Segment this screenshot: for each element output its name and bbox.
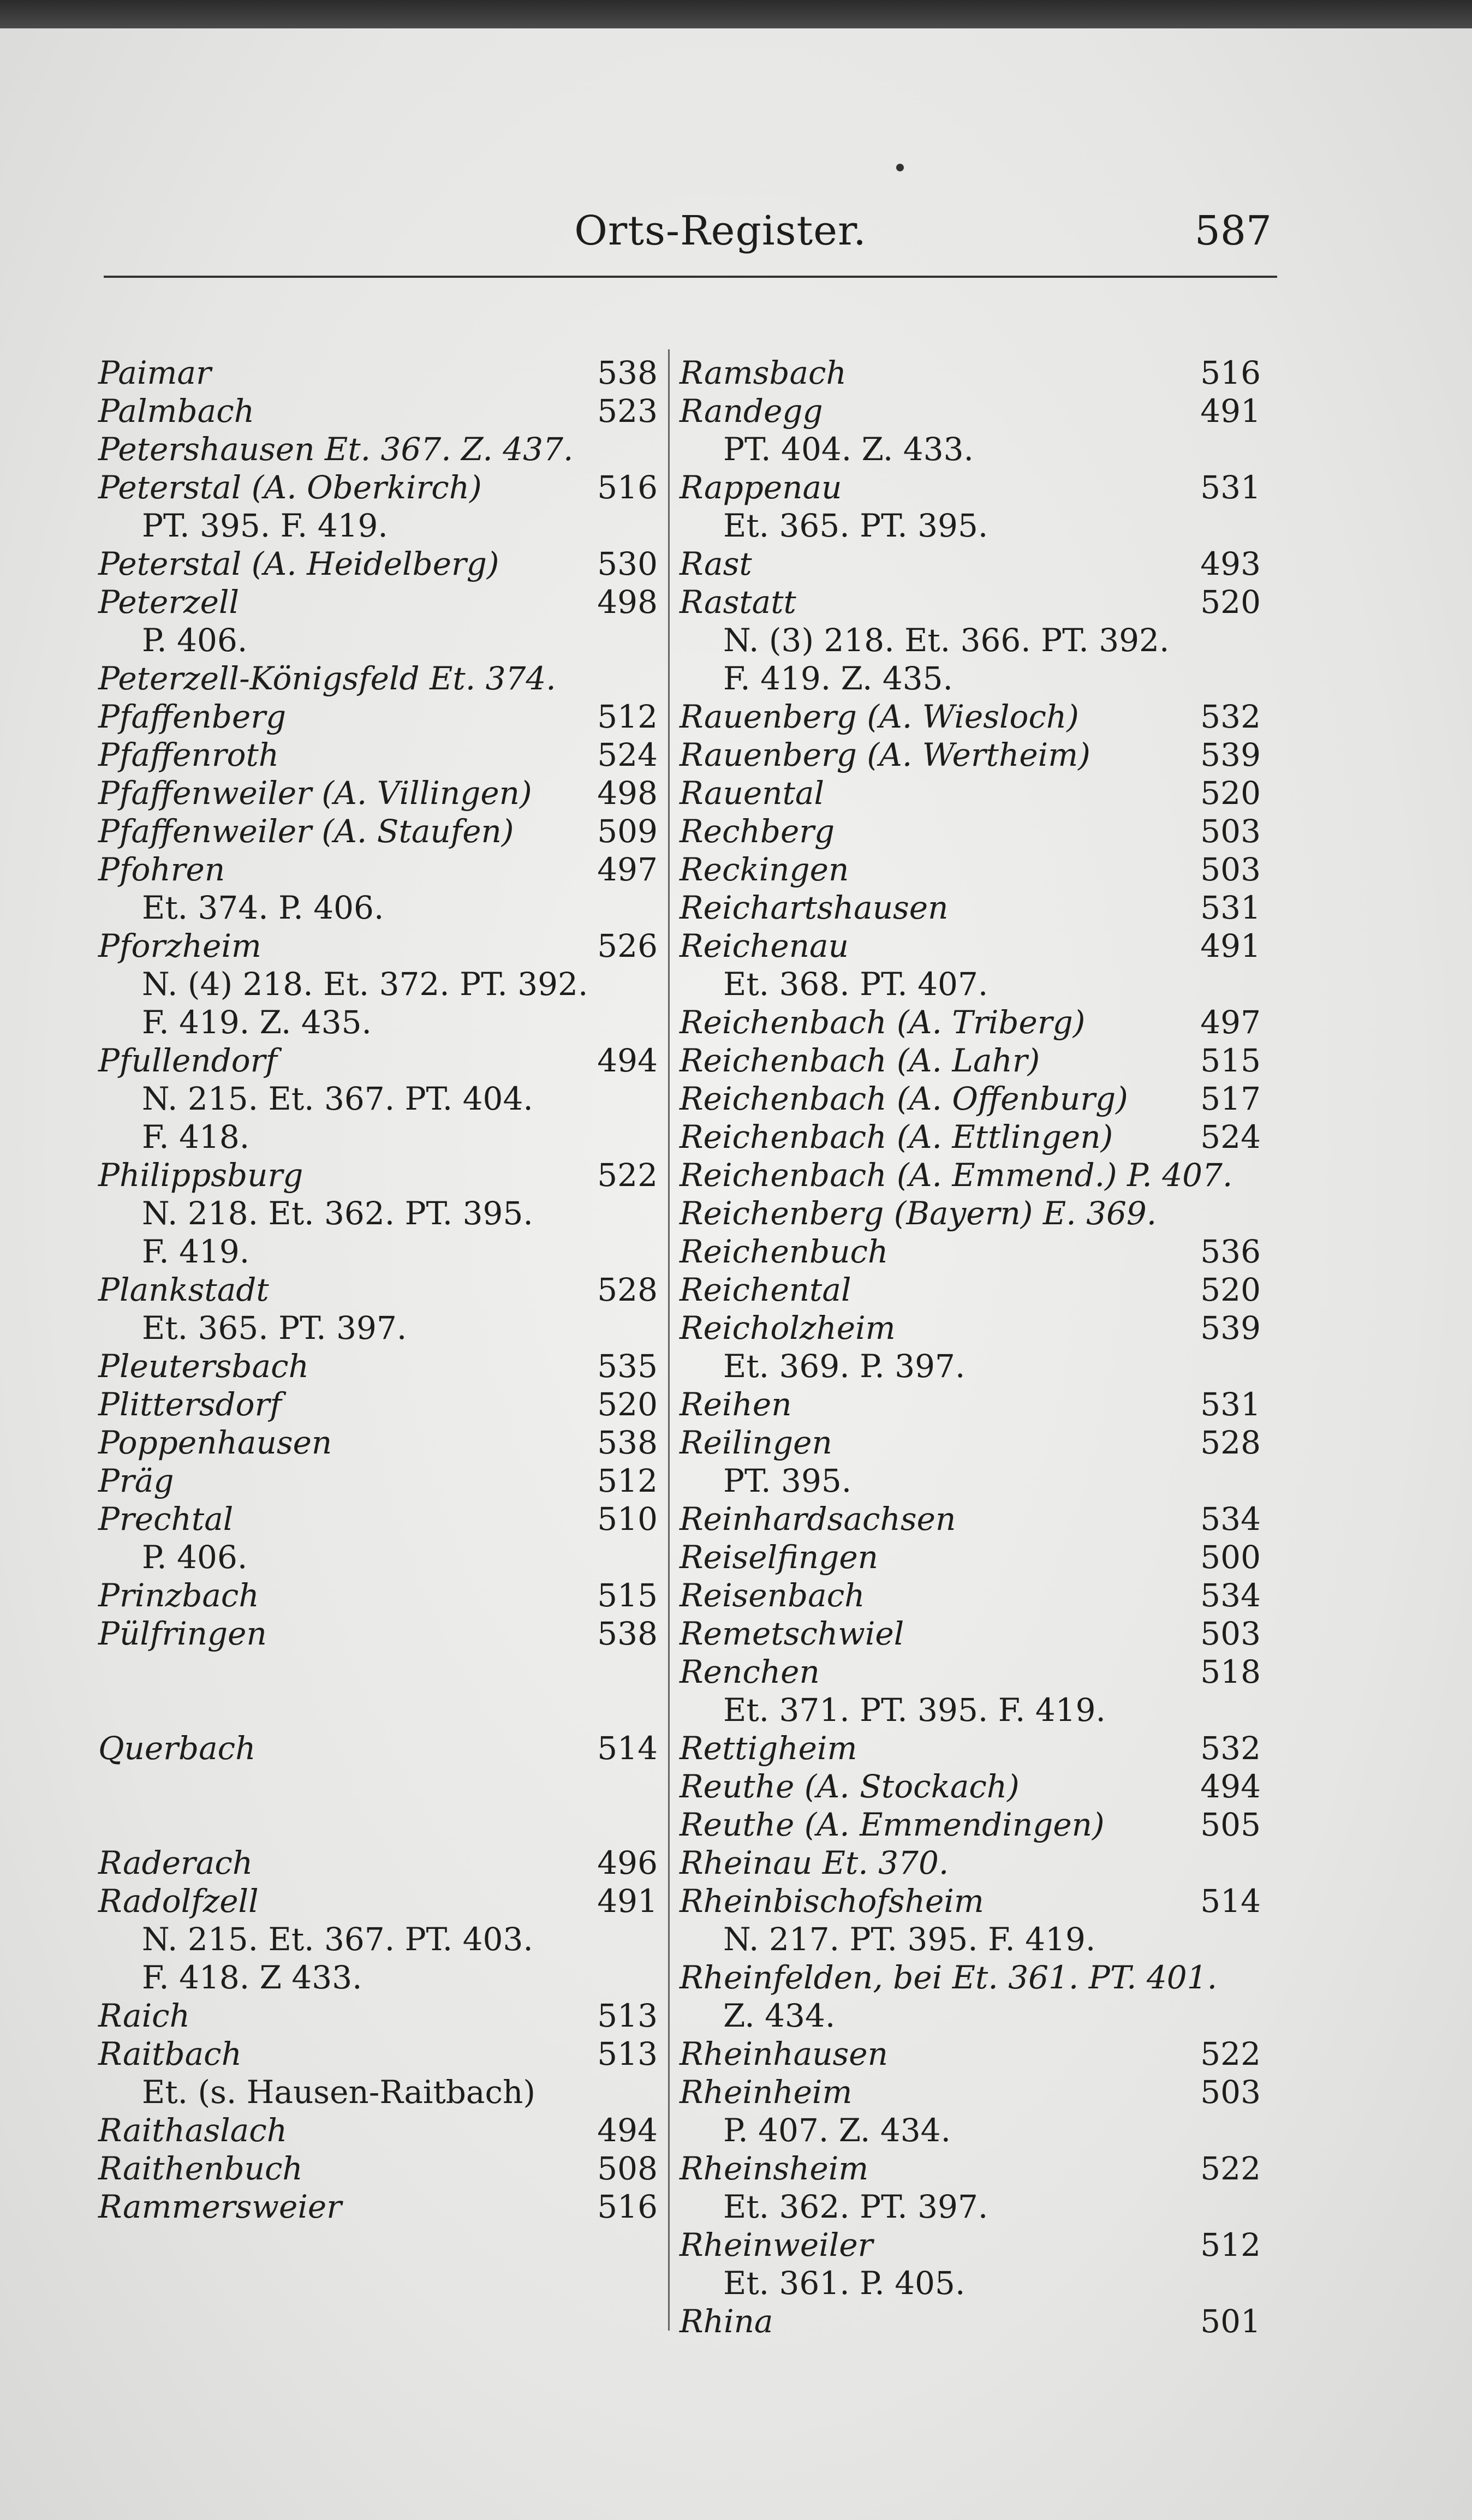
place-name: Raithaslach [98, 2112, 288, 2149]
index-entry [680, 1232, 1261, 1271]
index-entry-continuation [680, 621, 1261, 659]
place-name: Pfaffenroth [98, 736, 279, 773]
index-entry [98, 545, 658, 583]
place-name: Raithenbuch [98, 2150, 303, 2187]
page-reference: 539 [1200, 1309, 1261, 1347]
entry-details: P. 406. [142, 1539, 248, 1576]
entry-details: N. (3) 218. Et. 366. PT. 392. [723, 622, 1170, 659]
entry-details: PT. 395. F. 419. [142, 507, 388, 544]
index-entry [680, 2226, 1261, 2264]
page-reference: 513 [597, 2035, 658, 2072]
index-entry [680, 812, 1261, 850]
left-group-q [98, 1729, 658, 1767]
index-entry-continuation [98, 889, 658, 927]
place-name: Reichenbach (A. Lahr) [680, 1042, 1040, 1079]
index-entry [680, 2302, 1261, 2340]
index-entry [98, 1997, 658, 2035]
index-entry [98, 1462, 658, 1500]
index-entry-continuation [98, 1118, 658, 1156]
index-entry [98, 468, 658, 507]
entry-details: N. 218. Et. 362. PT. 395. [142, 1195, 533, 1232]
left-group-p [98, 354, 658, 1653]
page-reference: 491 [597, 1882, 658, 1920]
index-entry [680, 927, 1261, 965]
index-entry [680, 1385, 1261, 1423]
entry-details: N. 215. Et. 367. PT. 403. [142, 1921, 533, 1958]
page-reference: 503 [1200, 813, 1261, 850]
place-name: Querbach [98, 1730, 256, 1767]
index-entry [98, 354, 658, 392]
place-name: Paimar [98, 354, 211, 391]
index-entry [680, 1080, 1261, 1118]
place-name: Pülfringen [98, 1615, 267, 1652]
index-entry [98, 1844, 658, 1882]
index-entry [98, 2188, 658, 2226]
page-reference: 512 [597, 698, 658, 735]
index-entry [98, 1156, 658, 1194]
entry-details: F. 418. Z 433. [142, 1959, 362, 1996]
place-name: Reichental [680, 1271, 851, 1308]
index-entry-continuation [680, 1347, 1261, 1385]
place-name: Präg [98, 1462, 174, 1499]
entry-details: Et. 365. PT. 395. [723, 507, 988, 544]
index-entry [98, 812, 658, 850]
page-reference: 538 [597, 1424, 658, 1461]
page-reference: 535 [597, 1348, 658, 1385]
place-name: Rappenau [680, 469, 842, 506]
entry-details: PT. 395. [723, 1462, 852, 1499]
place-name: Reisenbach [680, 1577, 865, 1614]
entry-details: F. 419. Z. 435. [723, 660, 953, 697]
place-name: Pfaffenberg [98, 698, 287, 735]
page-reference: 531 [1200, 469, 1261, 506]
page-reference: 526 [597, 927, 658, 964]
entry-details: PT. 404. Z. 433. [723, 431, 974, 468]
entry-details: Et. 374. P. 406. [142, 889, 384, 926]
page-reference: 500 [1200, 1539, 1261, 1576]
place-name: Philippsburg [98, 1157, 303, 1194]
index-entry [680, 1041, 1261, 1080]
place-name: Peterzell-Königsfeld Et. 374. [98, 660, 556, 697]
index-entry [680, 1500, 1261, 1538]
page-reference: 522 [597, 1157, 658, 1194]
place-name: Raitbach [98, 2035, 242, 2072]
header-rule [104, 276, 1277, 278]
place-name: Rauenberg (A. Wiesloch) [680, 698, 1079, 735]
index-entry-continuation [98, 965, 658, 1003]
entry-details: Et. 368. PT. 407. [723, 966, 988, 1003]
index-entry [680, 1615, 1261, 1653]
page-reference: 510 [597, 1500, 658, 1538]
index-entry [98, 1271, 658, 1309]
left-column [98, 354, 658, 2226]
index-entry [680, 850, 1261, 889]
page-reference: 523 [597, 392, 658, 430]
index-entry [680, 392, 1261, 430]
index-entry-continuation [680, 430, 1261, 468]
place-name: Rheinhausen [680, 2035, 888, 2072]
place-name: Rechberg [680, 813, 835, 850]
index-entry [680, 1882, 1261, 1920]
index-entry [98, 430, 658, 468]
place-name: Reuthe (A. Emmendingen) [680, 1806, 1105, 1843]
page-reference: 512 [597, 1462, 658, 1499]
page-reference: 530 [597, 545, 658, 582]
place-name: Prinzbach [98, 1577, 259, 1614]
place-name: Petershausen Et. 367. Z. 437. [98, 431, 574, 468]
page-reference: 498 [597, 583, 658, 621]
page-reference: 515 [1200, 1042, 1261, 1079]
index-entry-continuation [680, 1920, 1261, 1958]
page-reference: 508 [597, 2150, 658, 2187]
index-entry [98, 1041, 658, 1080]
place-name: Reichenau [680, 927, 849, 964]
index-entry [680, 1194, 1261, 1232]
entry-details: Et. 369. P. 397. [723, 1348, 966, 1385]
index-entry [98, 774, 658, 812]
index-entry [98, 736, 658, 774]
place-name: Rammersweier [98, 2188, 342, 2225]
page-reference: 538 [597, 1615, 658, 1652]
page-reference: 501 [1200, 2303, 1261, 2340]
place-name: Reicholzheim [680, 1309, 896, 1347]
place-name: Reichenbuch [680, 1233, 889, 1270]
place-name: Pfohren [98, 851, 225, 888]
place-name: Reichenbach (A. Triberg) [680, 1004, 1086, 1041]
place-name: Reichartshausen [680, 889, 949, 926]
index-entry-continuation [98, 1920, 658, 1958]
page-reference: 514 [597, 1730, 658, 1767]
page-reference: 520 [1200, 775, 1261, 812]
page-reference: 491 [1200, 927, 1261, 964]
place-name: Rheinweiler [680, 2226, 873, 2263]
scan-top-edge [0, 0, 1472, 28]
place-name: Plittersdorf [98, 1386, 282, 1423]
page-reference: 531 [1200, 1386, 1261, 1423]
place-name: Rheinfelden, bei Et. 361. PT. 401. [680, 1959, 1218, 1996]
place-name: Rauenberg (A. Wertheim) [680, 736, 1090, 773]
place-name: Rast [680, 545, 752, 582]
entry-details: Et. 365. PT. 397. [142, 1309, 407, 1347]
page-reference: 534 [1200, 1577, 1261, 1614]
page-reference: 517 [1200, 1080, 1261, 1117]
index-entry-continuation [680, 1691, 1261, 1729]
place-name: Reichenbach (A. Emmend.) P. 407. [680, 1157, 1233, 1194]
place-name: Prechtal [98, 1500, 234, 1538]
page-reference: 522 [1200, 2035, 1261, 2072]
index-entry-continuation [680, 1462, 1261, 1500]
place-name: Reuthe (A. Stockach) [680, 1768, 1020, 1805]
entry-details: Et. 361. P. 405. [723, 2265, 966, 2302]
place-name: Pforzheim [98, 927, 261, 964]
entry-details: N. (4) 218. Et. 372. PT. 392. [142, 966, 588, 1003]
page-reference: 503 [1200, 2074, 1261, 2111]
page-reference: 493 [1200, 545, 1261, 582]
place-name: Reilingen [680, 1424, 832, 1461]
place-name: Reiselfingen [680, 1539, 879, 1576]
index-entry [680, 545, 1261, 583]
place-name: Reckingen [680, 851, 849, 888]
page-reference: 494 [1200, 1768, 1261, 1805]
place-name: Rheinbischofsheim [680, 1882, 984, 1920]
index-entry [680, 468, 1261, 507]
page-reference: 532 [1200, 698, 1261, 735]
page-title: Orts-Register. [574, 207, 867, 254]
index-entry-continuation [98, 1003, 658, 1041]
place-name: Radolfzell [98, 1882, 259, 1920]
place-name: Rheinau Et. 370. [680, 1844, 949, 1881]
place-name: Raich [98, 1997, 190, 2034]
index-entry [680, 698, 1261, 736]
place-name: Peterstal (A. Heidelberg) [98, 545, 499, 582]
page-reference: 518 [1200, 1653, 1261, 1690]
entry-details: N. 217. PT. 395. F. 419. [723, 1921, 1096, 1958]
place-name: Reinhardsachsen [680, 1500, 956, 1538]
index-entry [680, 1653, 1261, 1691]
page-reference: 513 [597, 1997, 658, 2034]
index-entry-continuation [680, 507, 1261, 545]
place-name: Rhina [680, 2303, 773, 2340]
place-name: Peterstal (A. Oberkirch) [98, 469, 482, 506]
index-entry [98, 698, 658, 736]
page-reference: 494 [597, 1042, 658, 1079]
page-reference: 516 [597, 2188, 658, 2225]
index-entry [680, 1958, 1261, 1997]
index-entry [680, 1156, 1261, 1194]
index-entry [98, 583, 658, 621]
section-gap [98, 1767, 658, 1844]
place-name: Poppenhausen [98, 1424, 332, 1461]
page-reference: 515 [597, 1577, 658, 1614]
index-entry [680, 2035, 1261, 2073]
place-name: Remetschwiel [680, 1615, 904, 1652]
index-entry [98, 1615, 658, 1653]
index-entry [680, 1767, 1261, 1806]
index-entry-continuation [680, 659, 1261, 698]
right-column [680, 354, 1261, 2340]
index-entry [680, 1576, 1261, 1615]
page-reference: 520 [1200, 583, 1261, 621]
page-reference: 497 [597, 851, 658, 888]
index-entry [98, 1423, 658, 1462]
place-name: Reichenbach (A. Offenburg) [680, 1080, 1128, 1117]
index-entry [680, 1271, 1261, 1309]
index-entry-continuation [98, 1194, 658, 1232]
right-group-r [680, 354, 1261, 2340]
index-entry [680, 1003, 1261, 1041]
place-name: Pfaffenweiler (A. Staufen) [98, 813, 514, 850]
page-reference: 494 [597, 2112, 658, 2149]
place-name: Peterzell [98, 583, 240, 621]
entry-details: F. 419. Z. 435. [142, 1004, 372, 1041]
place-name: Rastatt [680, 583, 796, 621]
page-reference: 512 [1200, 2226, 1261, 2263]
index-entry-continuation [98, 1958, 658, 1997]
index-entry [680, 1844, 1261, 1882]
page-reference: 503 [1200, 1615, 1261, 1652]
section-gap [98, 1653, 658, 1729]
place-name: Pleutersbach [98, 1348, 309, 1385]
page-reference: 509 [597, 813, 658, 850]
index-entry-continuation [680, 2264, 1261, 2302]
place-name: Plankstadt [98, 1271, 269, 1308]
page-reference: 503 [1200, 851, 1261, 888]
entry-details: Et. 362. PT. 397. [723, 2188, 988, 2225]
entry-details: Et. 371. PT. 395. F. 419. [723, 1691, 1106, 1729]
index-entry [680, 1423, 1261, 1462]
index-entry [680, 1729, 1261, 1767]
entry-details: P. 406. [142, 622, 248, 659]
page-number: 587 [1194, 207, 1272, 254]
index-entry [680, 889, 1261, 927]
index-entry [98, 1576, 658, 1615]
page-reference: 538 [597, 354, 658, 391]
page-reference: 491 [1200, 392, 1261, 430]
page-reference: 498 [597, 775, 658, 812]
index-entry [680, 1118, 1261, 1156]
index-entry-continuation [680, 2188, 1261, 2226]
entry-details: F. 418. [142, 1118, 250, 1155]
page-reference: 531 [1200, 889, 1261, 926]
index-entry-continuation [98, 1080, 658, 1118]
index-entry [98, 392, 658, 430]
index-entry-continuation [98, 507, 658, 545]
page-reference: 524 [1200, 1118, 1261, 1155]
index-entry [98, 850, 658, 889]
page-reference: 528 [597, 1271, 658, 1308]
index-entry-continuation [98, 1309, 658, 1347]
index-entry-continuation [680, 2111, 1261, 2149]
index-entry [680, 583, 1261, 621]
page-reference: 496 [597, 1844, 658, 1881]
entry-details: N. 215. Et. 367. PT. 404. [142, 1080, 533, 1117]
index-entry-continuation [680, 1997, 1261, 2035]
index-entry-continuation [680, 965, 1261, 1003]
page-reference: 532 [1200, 1730, 1261, 1767]
place-name: Rheinsheim [680, 2150, 869, 2187]
index-entry [98, 2111, 658, 2149]
index-entry [98, 659, 658, 698]
index-entry [680, 1538, 1261, 1576]
page-reference: 536 [1200, 1233, 1261, 1270]
place-name: Pfullendorf [98, 1042, 277, 1079]
index-entry [98, 1500, 658, 1538]
page-reference: 520 [597, 1386, 658, 1423]
index-entry [680, 354, 1261, 392]
index-entry [680, 2149, 1261, 2188]
place-name: Reihen [680, 1386, 792, 1423]
place-name: Raderach [98, 1844, 253, 1881]
index-entry-continuation [98, 2073, 658, 2111]
column-divider [668, 349, 670, 2331]
place-name: Pfaffenweiler (A. Villingen) [98, 775, 532, 812]
page-reference: 520 [1200, 1271, 1261, 1308]
index-entry-continuation [98, 1538, 658, 1576]
index-entry [680, 1309, 1261, 1347]
index-entry [680, 736, 1261, 774]
index-entry [98, 1729, 658, 1767]
index-entry [98, 2035, 658, 2073]
place-name: Randegg [680, 392, 823, 430]
page-reference: 505 [1200, 1806, 1261, 1843]
place-name: Rauental [680, 775, 825, 812]
page-reference: 514 [1200, 1882, 1261, 1920]
page-reference: 539 [1200, 736, 1261, 773]
place-name: Reichenberg (Bayern) E. 369. [680, 1195, 1157, 1232]
index-entry [98, 927, 658, 965]
page-reference: 528 [1200, 1424, 1261, 1461]
page-reference: 497 [1200, 1004, 1261, 1041]
place-name: Rettigheim [680, 1730, 857, 1767]
place-name: Rheinheim [680, 2074, 853, 2111]
index-entry [680, 2073, 1261, 2111]
page-reference: 516 [597, 469, 658, 506]
entry-details: Z. 434. [723, 1997, 836, 2034]
place-name: Reichenbach (A. Ettlingen) [680, 1118, 1113, 1155]
left-group-r [98, 1844, 658, 2226]
index-entry-continuation [98, 621, 658, 659]
index-entry [98, 2149, 658, 2188]
place-name: Palmbach [98, 392, 255, 430]
index-entry-continuation [98, 1232, 658, 1271]
place-name: Renchen [680, 1653, 820, 1690]
page-reference: 516 [1200, 354, 1261, 391]
index-entry [680, 1806, 1261, 1844]
index-entry [98, 1385, 658, 1423]
entry-details: F. 419. [142, 1233, 250, 1270]
entry-details: P. 407. Z. 434. [723, 2112, 951, 2149]
ink-spot [896, 164, 904, 171]
page-reference: 534 [1200, 1500, 1261, 1538]
page-reference: 524 [597, 736, 658, 773]
entry-details: Et. (s. Hausen-Raitbach) [142, 2074, 535, 2111]
page-reference: 522 [1200, 2150, 1261, 2187]
index-entry [680, 774, 1261, 812]
place-name: Ramsbach [680, 354, 847, 391]
index-entry [98, 1882, 658, 1920]
index-entry [98, 1347, 658, 1385]
